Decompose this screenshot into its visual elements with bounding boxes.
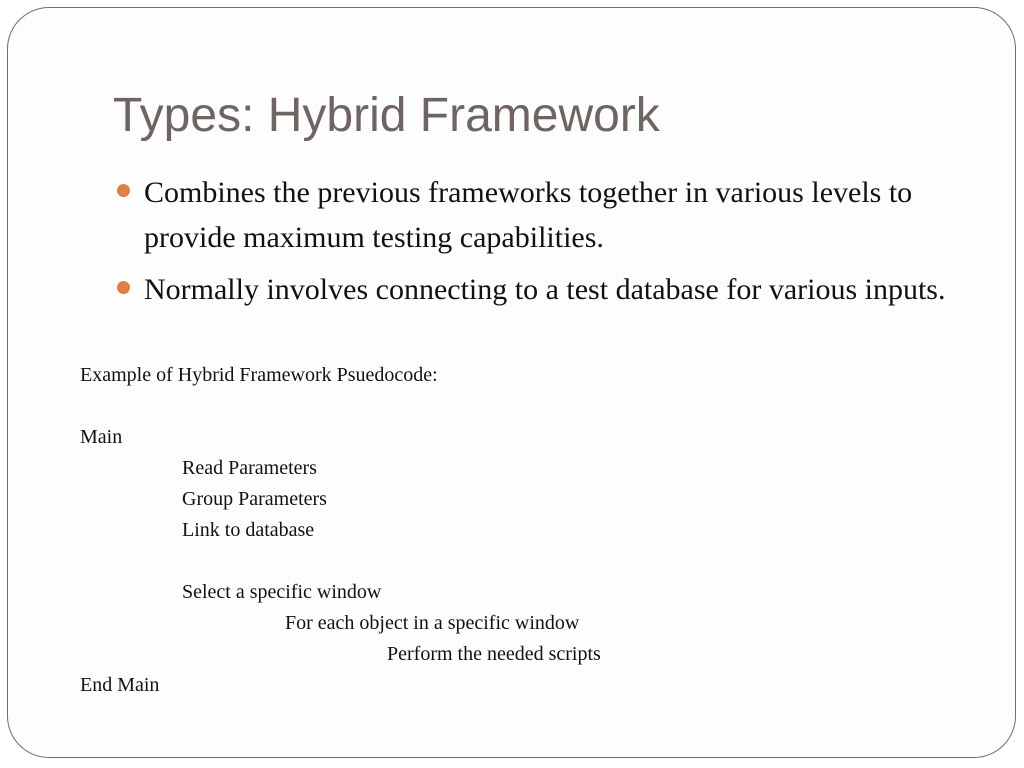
bullet-list [110, 170, 990, 319]
bullet-dot-icon [117, 184, 130, 197]
bullet-dot-icon [117, 281, 130, 294]
pseudocode-heading: Example of Hybrid Framework Psuedocode: [80, 364, 438, 386]
pseudocode-line: Select a specific window [182, 581, 382, 603]
pseudocode-line: Perform the needed scripts [387, 643, 601, 665]
pseudocode-line: Group Parameters [182, 488, 327, 510]
pseudocode-line: Read Parameters [182, 457, 317, 479]
pseudocode-line: Link to database [182, 519, 315, 541]
blank-line [80, 391, 601, 422]
pseudocode-line: For each object in a specific window [285, 612, 580, 634]
bullet-item [110, 267, 990, 312]
pseudocode-block [80, 360, 601, 701]
bullet-item [110, 170, 990, 260]
pseudocode-line: End Main [80, 674, 160, 696]
bullet-text: Normally involves connecting to a test database for various inputs. [144, 273, 946, 306]
bullet-text: Combines the previous frameworks together in various levels to provide maximum testing capabilities. [144, 176, 913, 254]
pseudocode-line: Main [80, 426, 123, 448]
blank-line [80, 546, 601, 577]
slide-title: Types: Hybrid Framework [113, 89, 660, 142]
